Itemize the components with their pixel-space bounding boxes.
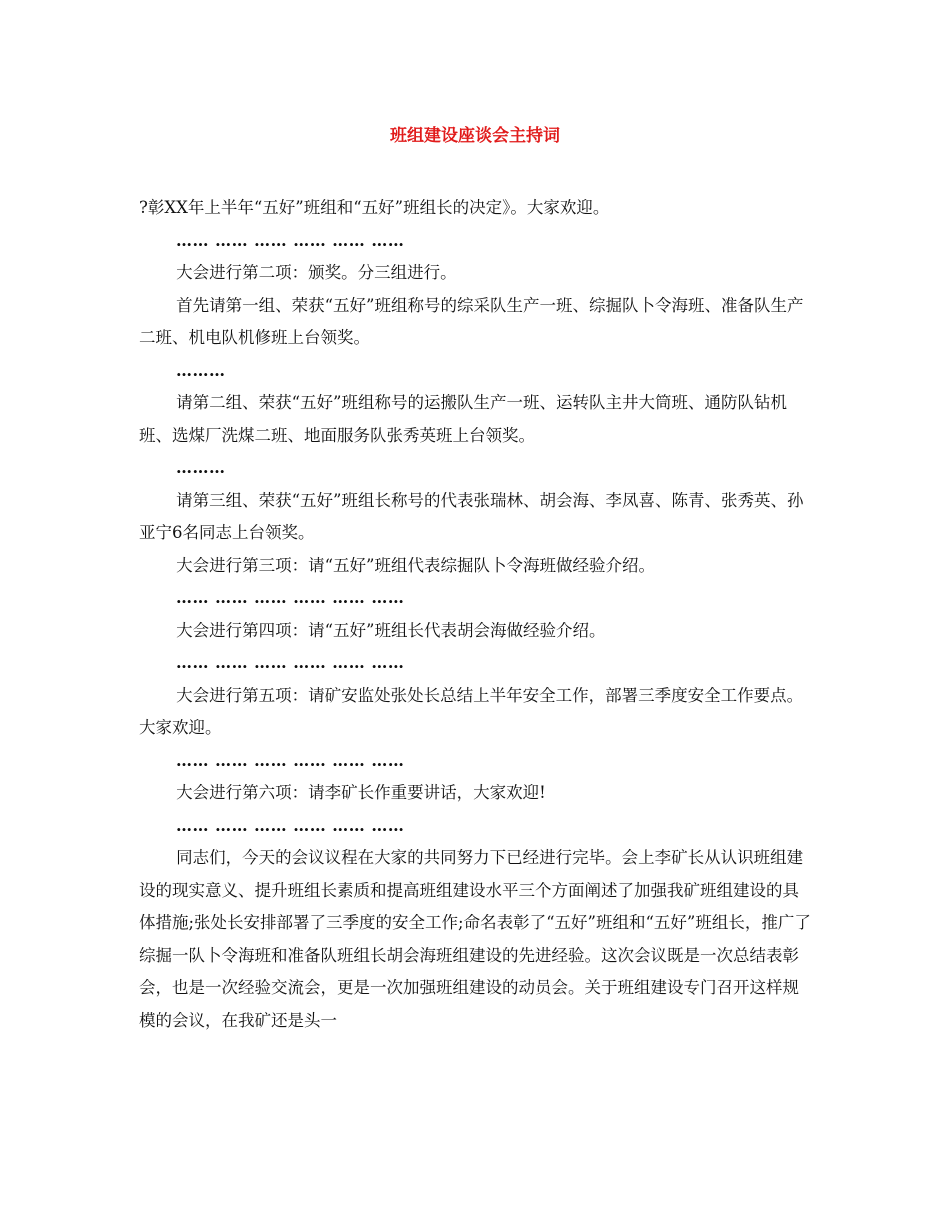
ellipsis-separator: ………	[176, 360, 226, 380]
paragraph: 大会进行第二项：颁奖。分三组进行。	[176, 263, 457, 282]
paragraph: 大会进行第三项：请“五好”班组代表综掘队卜令海班做经验介绍。	[176, 555, 655, 575]
paragraph: 大会进行第五项：请矿安监处张处长总结上半年安全工作，部署三季度安全工作要点。大家欢迎。	[139, 685, 804, 737]
ellipsis-separator: …… …… …… …… …… ……	[176, 815, 405, 835]
paragraph: 同志们，今天的会议议程在大家的共同努力下已经进行完毕。会上李矿长从认识班组建设的现实意义、提升班组长素质和提高班组建设水平三个方面阐述了加强我矿班组建设的具体措施;张处长安排部署了三季度的安全工作;命名表彰了“五好”班组和“五好”班组长，推广了综掘一队卜令海班和准备队班组长胡会海班组建设的先进经验。这次会议既是一次总结表彰会，也是一次经验交流会，更是一次加强班组建设的动员会。关于班组建设专门召开这样规模的会议，在我矿还是头一	[139, 848, 811, 1030]
ellipsis-separator: ………	[176, 458, 226, 477]
ellipsis-separator: …… …… …… …… …… ……	[176, 750, 405, 770]
ellipsis-separator: …… …… …… …… …… ……	[176, 653, 405, 672]
ellipsis-separator: …… …… …… …… …… ……	[176, 588, 405, 607]
ellipsis-separator: …… …… …… …… …… ……	[176, 230, 405, 250]
paragraph: 请第二组、荣获“五好”班组称号的运搬队生产一班、运转队主井大筒班、通防队钻机班、选煤厂洗煤二班、地面服务队张秀英班上台领奖。	[139, 393, 787, 445]
paragraph: ?彰XX年上半年“五好”班组和“五好”班组长的决定》。大家欢迎。	[139, 198, 610, 217]
document-title: 班组建设座谈会主持词	[390, 126, 560, 146]
document-body	[139, 192, 811, 1037]
paragraph: 大会进行第四项：请“五好”班组长代表胡会海做经验介绍。	[176, 620, 606, 640]
paragraph: 请第三组、荣获“五好”班组长称号的代表张瑞林、胡会海、李凤喜、陈青、张秀英、孙亚宁6名同志上台领奖。	[139, 490, 804, 542]
paragraph: 大会进行第六项：请李矿长作重要讲话，大家欢迎!	[176, 783, 546, 802]
paragraph: 首先请第一组、荣获“五好”班组称号的综采队生产一班、综掘队卜令海班、准备队生产二班、机电队机修班上台领奖。	[139, 295, 804, 347]
